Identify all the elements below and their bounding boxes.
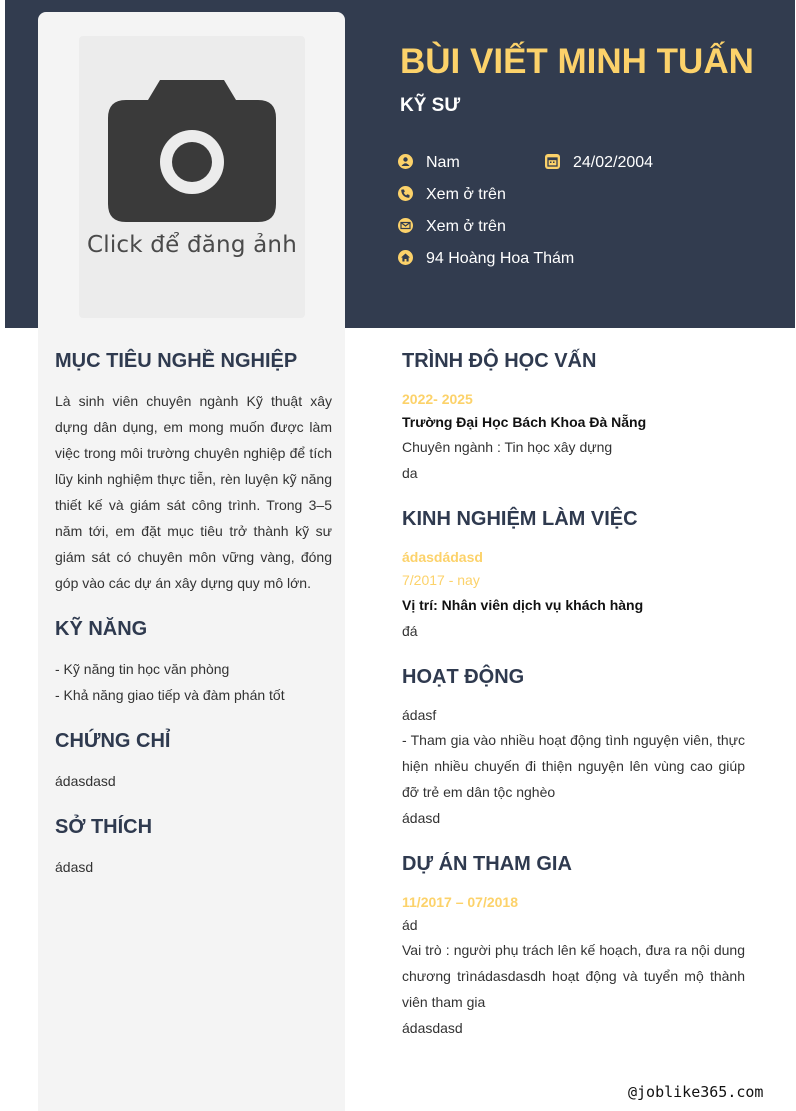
certificates-heading: CHỨNG CHỈ [55,730,171,752]
user-icon [398,154,413,169]
experience-company: ádasdádasd [402,549,483,565]
hobbies-heading: SỞ THÍCH [55,816,153,838]
gender-row [398,154,460,172]
objective-heading: MỤC TIÊU NGHỀ NGHIỆP [55,350,298,372]
education-major: Chuyên ngành : Tin học xây dựng [402,439,613,455]
camera-icon [108,78,276,224]
photo-upload[interactable] [79,36,305,318]
project-period: 11/2017 – 07/2018 [402,894,519,910]
photo-caption: Click để đăng ảnh [86,232,297,258]
activities-line: ádasd [402,810,441,826]
birthdate-value: 24/02/2004 [573,154,654,171]
birthdate-row [545,154,653,172]
address-row [398,250,574,268]
email-value: Xem ở trên [426,218,506,235]
gender-value: Nam [426,154,460,171]
project-name: ád [402,917,418,933]
project-text: Vai trò : người phụ trách lên kế hoạch, đưa ra nội dung chương trìnádasdasdh hoạt động và tuyển mộ thành viên tham gia [402,942,745,1010]
experience-note: đá [402,623,418,639]
skill-item: - Kỹ năng tin học văn phòng [55,661,230,677]
phone-value: Xem ở trên [426,186,506,203]
skills-heading: KỸ NĂNG [55,618,148,640]
objective-text: Là sinh viên chuyên ngành Kỹ thuật xây dựng dân dụng, em mong muốn được làm việc trong môi trường chuyên nghiệp để tích lũy kinh nghiệm thực tiễn, rèn luyện kỹ năng thiết kế và giám sát công trình. Trong 3–5 năm tới, em đặt mục tiêu trở thành kỹ sư giám sát có chuyên môn vững vàng, đóng góp vào các dự án xây dựng quy mô lớn. [55,393,332,591]
hobbies-text: ádasd [55,859,94,875]
projects-heading: DỰ ÁN THAM GIA [402,853,572,875]
phone-row [398,186,506,204]
project-note: ádasdasd [402,1020,463,1036]
envelope-icon [398,218,413,233]
activities-line: ádasf [402,707,437,723]
certificates-text: ádasdasd [55,773,116,789]
experience-position: Vị trí: Nhân viên dịch vụ khách hàng [402,597,644,613]
education-period: 2022- 2025 [402,391,473,407]
skill-item: - Khả năng giao tiếp và đàm phán tốt [55,687,285,703]
address-value: 94 Hoàng Hoa Thám [426,250,575,267]
footer-watermark: @joblike365.com [628,1083,764,1101]
education-school: Trường Đại Học Bách Khoa Đà Nẵng [402,414,647,430]
experience-heading: KINH NGHIỆM LÀM VIỆC [402,508,638,530]
candidate-name: BÙI VIẾT MINH TUẤN [400,42,754,81]
education-note: da [402,465,418,481]
education-heading: TRÌNH ĐỘ HỌC VẤN [402,350,597,372]
job-title: KỸ SƯ [400,95,461,116]
calendar-icon [545,154,560,169]
phone-icon [398,186,413,201]
email-row [398,218,506,236]
activities-text: - Tham gia vào nhiều hoạt động tình nguyện viên, thực hiện nhiều chuyến đi thiện nguyện lên vùng cao giúp đỡ trẻ em dân tộc nghèo [402,732,745,800]
experience-period: 7/2017 - nay [402,572,480,588]
home-icon [398,250,413,265]
activities-heading: HOẠT ĐỘNG [402,666,525,688]
